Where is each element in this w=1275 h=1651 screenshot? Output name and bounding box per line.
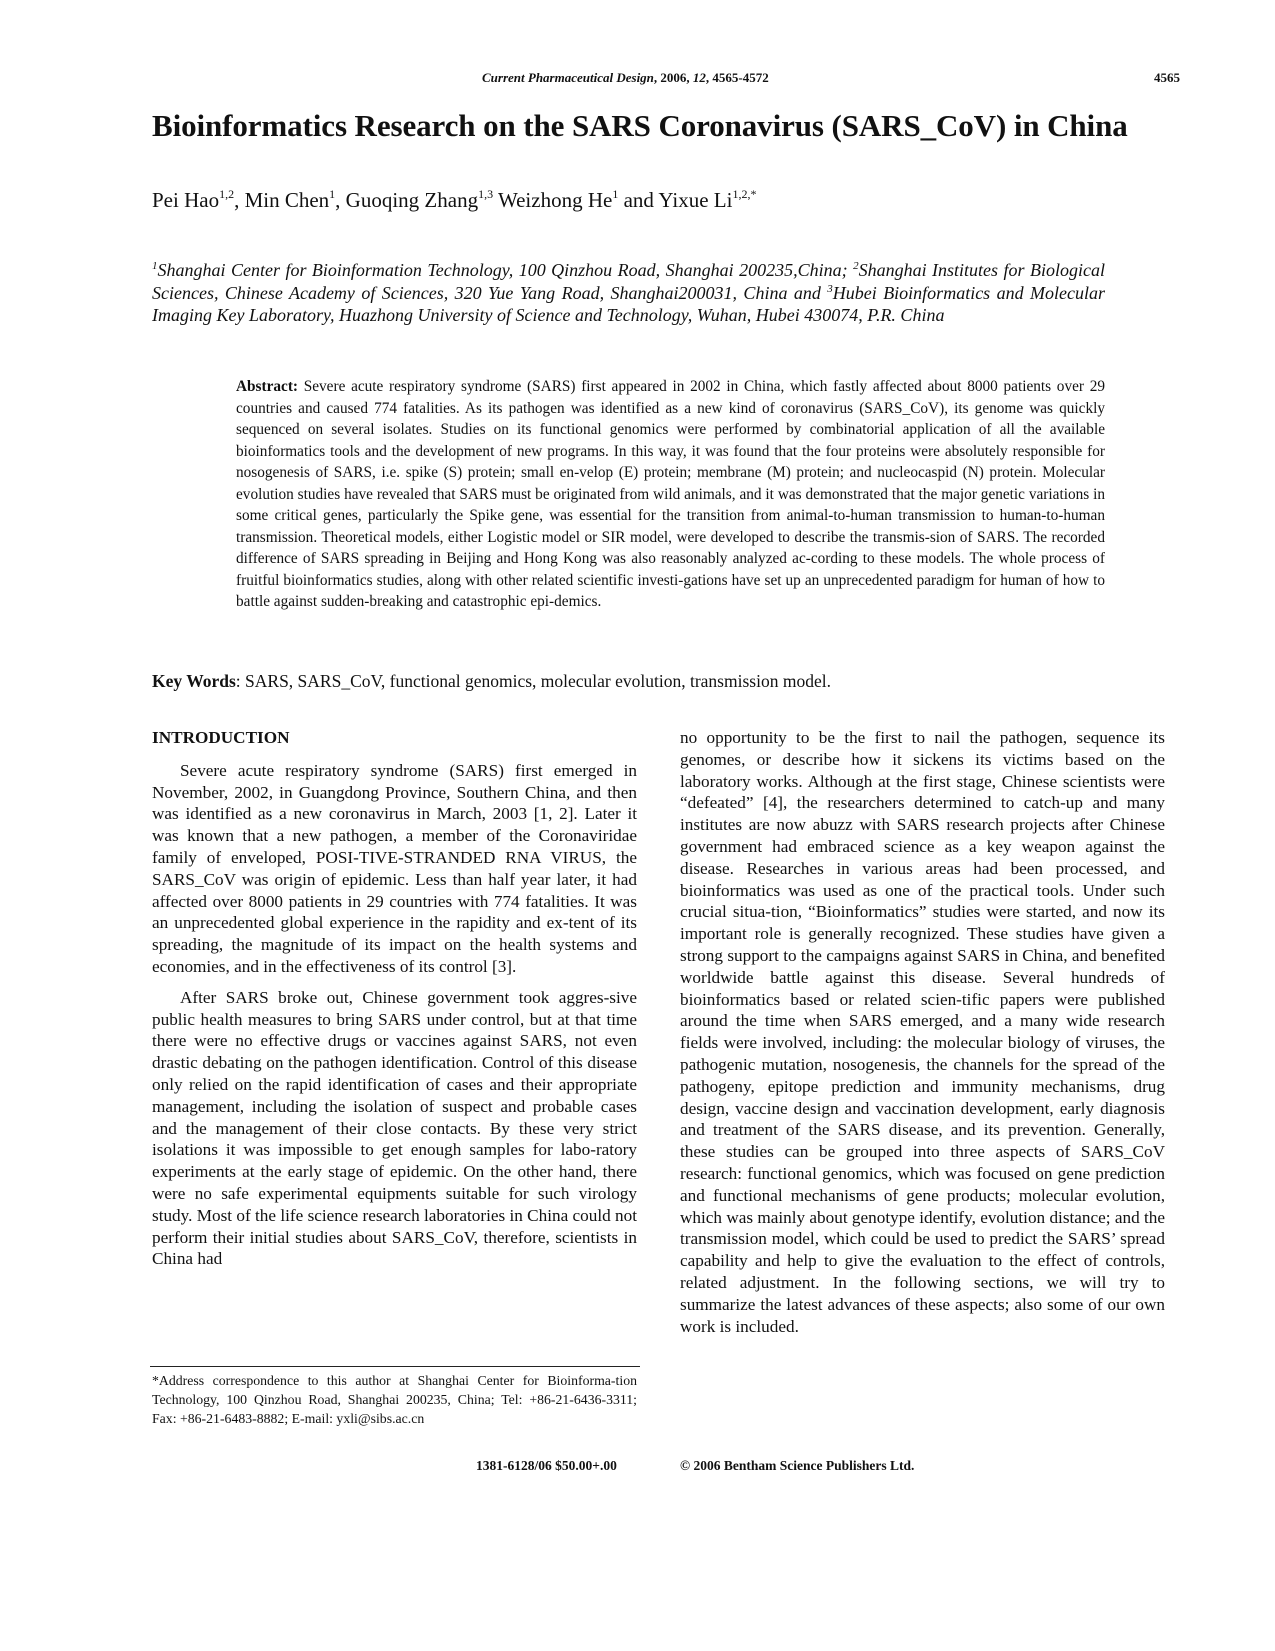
left-column bbox=[152, 727, 637, 1279]
abstract bbox=[236, 376, 1105, 613]
affiliation-marker: 1,3 bbox=[478, 187, 494, 201]
right-column bbox=[680, 727, 1165, 1346]
journal-volume: 12 bbox=[692, 70, 706, 85]
footer-copyright: © 2006 Bentham Science Publishers Ltd. bbox=[680, 1458, 915, 1473]
keywords-label: Key Words bbox=[152, 671, 236, 691]
body-paragraph: After SARS broke out, Chinese government took aggres-sive public health measures to bring SARS under control, but at that time there were no effective drugs or vaccines against SARS, not even drastic debating on the pathogen identification. Control of this disease only relied on the rapid identification of cases and their appropriate management, including the isolation of suspect and probable cases and the management of their close contacts. By these very strict isolations it was impossible to get enough samples for labo-ratory experiments at the early stage of epidemic. On the other hand, there were no safe experimental equipments suitable for such virology study. Most of the life science research laboratories in China could not perform their initial studies about SARS_CoV, therefore, scientists in China had bbox=[152, 987, 637, 1269]
journal-name: Current Pharmaceutical Design bbox=[482, 70, 654, 85]
body-paragraph: no opportunity to be the first to nail the pathogen, sequence its genomes, or describe how it sickens its victims based on the laboratory works. Although at the first stage, Chinese scientists were “defeated” [4], the researchers determined to catch-up and many institutes are now abuzz with SARS research projects after Chinese government had embraced science as a key weapon against the disease. Researches in various areas had been processed, and bioinformatics was used as one of the practical tools. Under such crucial situa-tion, “Bioinformatics” studies were started, and now its important role is generally recognized. These studies have given a strong support to the campaigns against SARS in China, and benefited worldwide battle against this disease. Several hundreds of bioinformatics based or related scien-tific papers were published around the time when SARS emerged, and a many wide research fields were involved, including: the molecular biology of viruses, the pathogenic mutation, nosogenesis, the channels for the spread of the pathogeny, epitope prediction and immunity mechanisms, drug design, vaccine design and vaccination development, early diagnosis and treatment of the SARS disease, and its prevention. Generally, these studies can be grouped into three aspects of SARS_CoV research: functional genomics, which was focused on gene prediction and functional mechanisms of gene products; molecular evolution, which was mainly about genotype identify, evolution distance; and the transmission model, which could be used to predict the SARS’ spread capability and help to give the evaluation to the effect of controls, related adjustment. In the following sections, we will try to summarize the latest advances of these aspects; also some of our own work is included. bbox=[680, 728, 1165, 1336]
author: Yixue $Li^{1,2,*}$ bbox=[658, 187, 757, 212]
journal-citation bbox=[482, 70, 769, 86]
abstract-text: Severe acute respiratory syndrome (SARS) first appeared in 2002 in China, which fastly affected about 8000 patients over 29 countries and caused 774 fatalities. As its pathogen was identified as a new kind of coronavirus (SARS_CoV), its genome was quickly sequenced on several isolates. Studies on its functional genomics were performed by combinatorial application of all the available bioinformatics tools and the development of new programs. In this way, it was found that the four proteins were absolutely responsible for nosogenesis of SARS, i.e. spike (S) protein; small en-velop (E) protein; membrane (M) protein; and nucleocaspid (N) protein. Molecular evolution studies have revealed that SARS must be originated from wild animals, and it was demonstrated that the major genetic variations in some critical genes, particularly the Spike gene, was essential for the transition from animal-to-human transmission to human-to-human transmission. Theoretical models, either Logistic model or SIR model, were developed to describe the transmis-sion of SARS. The recorded difference of SARS spreading in Beijing and Hong Kong was also reasonably analyzed ac-cording to these models. The whole process of fruitful bioinformatics studies, along with other related scientific investi-gations have set up an unprecedented paradigm for human of how to battle against sudden-breaking and catastrophic epi-demics. bbox=[236, 378, 1105, 610]
affiliations: $^1$Shanghai Center for Bioinformation Technology, 100 Qinzhou Road, Shanghai 200235,China; $^2$Shanghai Institutes for Biological Sciences, Chinese Academy of Sciences, 320 Yue Yang Road, Shanghai200031, China and $^3$Hubei Bioinformatics and Molecular Imaging Key Laboratory, Huazhong University of Science and Technology, Wuhan, Hubei 430074, P.R. China bbox=[152, 260, 1106, 325]
author: Min Chen$^1$, bbox=[244, 187, 346, 212]
journal-pages: , 4565-4572 bbox=[705, 70, 769, 85]
paper-title: Bioinformatics Research on the SARS Coronavirus (SARS_CoV) in China bbox=[152, 108, 1128, 143]
author: Pei Hao$^{1,2}$, bbox=[152, 187, 245, 212]
affiliation-marker: 1,2,* bbox=[732, 187, 757, 201]
abstract-label: Abstract: bbox=[236, 378, 299, 395]
affiliation-marker: 1 bbox=[612, 187, 619, 201]
author: Weizhong He$^1$ and bbox=[497, 187, 659, 212]
journal-year: , 2006, bbox=[653, 70, 693, 85]
author-list bbox=[152, 188, 756, 213]
page-number: 4565 bbox=[1154, 70, 1180, 85]
correspondence-footnote: *Address correspondence to this author at Shanghai Center for Bioinforma-tion Technology, 100 Qinzhou Road, Shanghai 200235, China; Tel: +86-21-6436-3311; Fax: +86-21-6483-8882; E-mail: yxli@sibs.ac.cn bbox=[152, 1373, 637, 1426]
body-paragraph: Severe acute respiratory syndrome (SARS) first emerged in November, 2002, in Guangdong Province, Southern China, and then was identified as a new coronavirus in March, 2003 [1, 2]. Later it was known that a new pathogen, a member of the Coronaviridae family of enveloped, POSI-TIVE-STRANDED RNA VIRUS, the SARS_CoV was origin of epidemic. Less than half year later, it had affected over 8000 patients in 29 countries with 774 fatalities. It was an unprecedented global experience in the rapidity and ex-tent of its spreading, the magnitude of its impact on the health systems and economies, and in the effectiveness of its control [3]. bbox=[152, 760, 637, 976]
keywords-text: : SARS, SARS_CoV, functional genomics, molecular evolution, transmission model. bbox=[235, 671, 831, 691]
affiliation-marker: 1,2 bbox=[219, 187, 235, 201]
footer-issn: 1381-6128/06 $50.00+.00 bbox=[476, 1458, 617, 1473]
affiliation-marker: 1 bbox=[329, 187, 336, 201]
section-heading: INTRODUCTION bbox=[152, 728, 290, 747]
author: Guoqing Zhang$^{1,3}$ bbox=[345, 187, 494, 212]
running-head bbox=[152, 70, 1180, 90]
footnote-divider bbox=[150, 1366, 640, 1367]
keywords bbox=[152, 671, 831, 692]
